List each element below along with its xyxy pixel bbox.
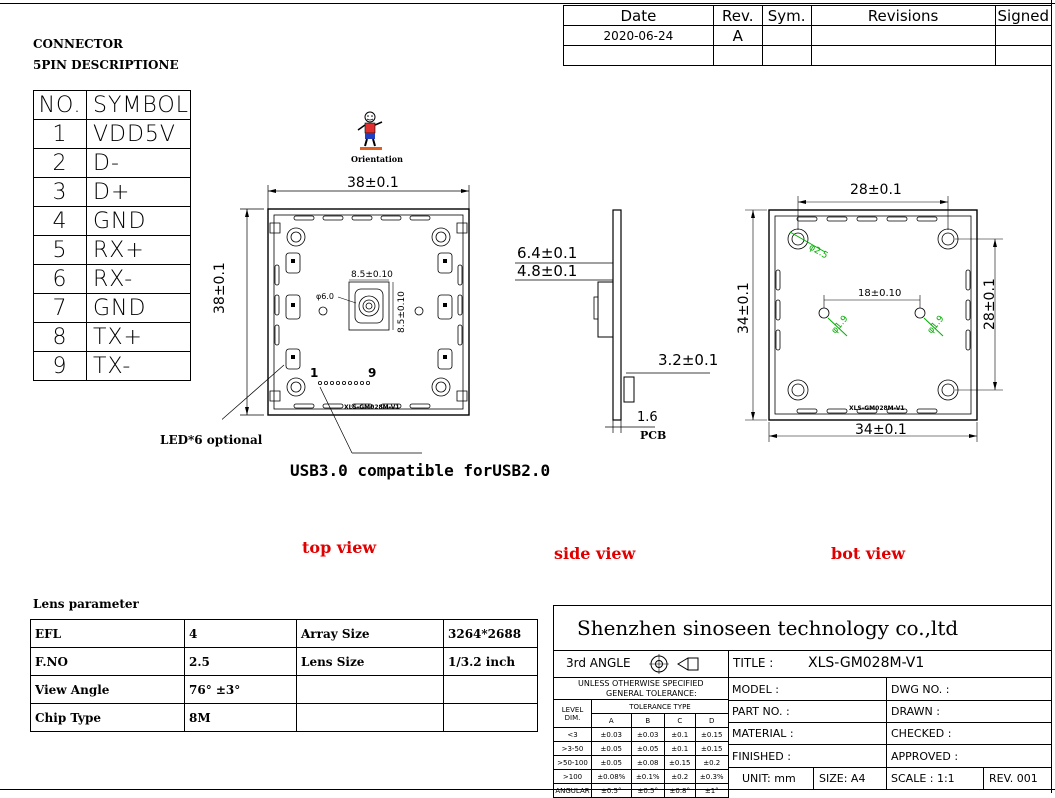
model-label: MODEL : [732, 683, 779, 696]
bot-hole-small-1: φ1.9 [829, 314, 851, 336]
lens-table [30, 619, 538, 732]
pin-row [34, 265, 191, 294]
pin-number: 9 [34, 352, 87, 381]
tol-cell: ±0.2 [695, 756, 729, 770]
tol-col: C [665, 714, 695, 728]
tb-bottom-divider [813, 767, 814, 790]
top-dim-width: 38±0.1 [347, 175, 399, 191]
lens-cell: Lens Size [297, 648, 444, 676]
tol-type: TOLERANCE TYPE [592, 700, 729, 714]
pin-symbol: TX+ [87, 323, 191, 352]
connector-title-line2: 5PIN DESCRIPTIONE [33, 58, 179, 72]
tol-level-text: LEVEL [561, 705, 584, 714]
top-view-label: top view [302, 538, 377, 557]
pin-number: 1 [34, 120, 87, 149]
top-board-label: XLS-GM028M-V1 [344, 404, 400, 411]
lens-cell [444, 704, 538, 732]
rev-letter: A [713, 26, 762, 46]
lens-cell: F.NO [31, 648, 185, 676]
rev-empty-cell [811, 46, 995, 66]
lens-cell: Array Size [297, 620, 444, 648]
pin-row [34, 294, 191, 323]
bot-dim-bottom: 34±0.1 [855, 422, 907, 438]
rev-header-revisions: Revisions [811, 6, 995, 26]
pin-symbol: D+ [87, 178, 191, 207]
lens-cell [297, 676, 444, 704]
pin-row [34, 178, 191, 207]
connector-title-line1: CONNECTOR [33, 37, 123, 51]
top-dim-lens-height: 8.5±0.10 [397, 291, 407, 333]
pin-row [34, 120, 191, 149]
lens-cell: 3264*2688 [444, 620, 538, 648]
tol-cell: ±0.1 [665, 742, 695, 756]
tb-row-divider [728, 767, 1052, 768]
rev-header-rev: Rev. [713, 6, 762, 26]
pin-number: 3 [34, 178, 87, 207]
side-dim-pcb: 1.6 [637, 410, 658, 425]
tol-cell: ±0.1 [665, 728, 695, 742]
side-pcb-label: PCB [640, 429, 667, 442]
top-pin-first: 1 [310, 366, 319, 380]
pin-table [33, 90, 191, 381]
tol-col: A [592, 714, 632, 728]
tol-cell: ±0.5° [631, 784, 664, 798]
tb-row-divider [728, 700, 1052, 701]
tol-cell: <3 [554, 728, 592, 742]
tol-cell: >3-50 [554, 742, 592, 756]
frame-top-line [0, 3, 1055, 4]
rev-header-signed: Signed [995, 6, 1051, 26]
pin-row [34, 323, 191, 352]
top-dim-height: 38±0.1 [212, 262, 228, 314]
pin-number: 6 [34, 265, 87, 294]
rev-empty-cell [564, 46, 714, 66]
tol-col: D [695, 714, 729, 728]
tol-row [554, 756, 729, 770]
tol-row [554, 770, 729, 784]
rev-empty-cell [713, 46, 762, 66]
tb-row-divider [728, 722, 1052, 723]
led-note: LED*6 optional [160, 433, 263, 447]
title-label: TITLE : [733, 656, 774, 670]
company-divider [553, 650, 1052, 651]
pin-row [34, 149, 191, 178]
tol-level [554, 700, 592, 728]
tol-header-2: GENERAL TOLERANCE: [606, 689, 697, 698]
tol-cell: ±0.15 [695, 728, 729, 742]
lens-cell: 8M [185, 704, 297, 732]
pin-symbol: RX- [87, 265, 191, 294]
side-dim-2: 4.8±0.1 [517, 262, 578, 280]
bot-board-label: XLS-GM028M-V1 [849, 405, 905, 412]
tol-col: B [631, 714, 664, 728]
lens-cell [297, 704, 444, 732]
tol-cell: ±0.05 [631, 742, 664, 756]
part-no-label: PART NO. : [732, 705, 790, 718]
third-angle-label: 3rd ANGLE [566, 656, 631, 670]
side-view-label: side view [554, 544, 636, 563]
lens-row [31, 620, 538, 648]
tol-cell: >100 [554, 770, 592, 784]
rev-signed [995, 26, 1051, 46]
bot-dim-center: 18±0.10 [858, 288, 902, 299]
pin-symbol: TX- [87, 352, 191, 381]
pin-row [34, 352, 191, 381]
finished-label: FINISHED : [732, 750, 791, 763]
tol-cell: ±0.15 [665, 756, 695, 770]
rev-desc [811, 26, 995, 46]
lens-title: Lens parameter [33, 597, 139, 611]
lens-cell: EFL [31, 620, 185, 648]
projection-symbol-icon [648, 654, 704, 674]
pin-header-no: NO. [34, 91, 87, 120]
unit-label: UNIT: mm [742, 772, 796, 785]
rev-label: REV. 001 [989, 772, 1038, 785]
pin-symbol: VDD5V [87, 120, 191, 149]
approved-label: APPROVED : [891, 750, 959, 763]
tol-cell: ±0.08% [592, 770, 632, 784]
lens-row [31, 648, 538, 676]
tb-bottom-divider [886, 767, 887, 790]
rev-sym [762, 26, 811, 46]
pin-symbol: GND [87, 207, 191, 236]
tol-cell: ±1° [695, 784, 729, 798]
pin-symbol: RX+ [87, 236, 191, 265]
bot-dim-left: 34±0.1 [736, 282, 752, 334]
tol-cell: ±0.05 [592, 742, 632, 756]
tol-cell: ±0.3% [695, 770, 729, 784]
tol-cell: ±0.15 [695, 742, 729, 756]
lens-cell: 4 [185, 620, 297, 648]
company-name: Shenzhen sinoseen technology co.,ltd [577, 616, 959, 640]
tol-cell: ±0.08 [631, 756, 664, 770]
tol-cell: ±0.1% [631, 770, 664, 784]
usb-note: USB3.0 compatible forUSB2.0 [290, 461, 551, 480]
tol-cell: ±0.5° [592, 784, 632, 798]
top-dim-lens-width: 8.5±0.10 [351, 270, 393, 280]
pin-header-symbol: SYMBOL [87, 91, 191, 120]
tol-cell: >50-100 [554, 756, 592, 770]
title-right-divider [728, 677, 1052, 678]
title-value: XLS-GM028M-V1 [808, 655, 925, 671]
bot-view-label: bot view [831, 544, 906, 563]
tol-dim-text: DIM. [564, 713, 581, 722]
dwg-no-label: DWG NO. : [891, 683, 950, 696]
tol-header-1: UNLESS OTHERWISE SPECIFIED [578, 679, 704, 688]
rev-empty-cell [762, 46, 811, 66]
lens-cell: 76° ±3° [185, 676, 297, 704]
pin-number: 4 [34, 207, 87, 236]
lens-cell: View Angle [31, 676, 185, 704]
tol-cell: ±0.03 [631, 728, 664, 742]
pin-row [34, 236, 191, 265]
connector-title [33, 34, 179, 76]
drawn-label: DRAWN : [891, 705, 940, 718]
pin-symbol: D- [87, 149, 191, 178]
tol-cell: ANGULAR [554, 784, 592, 798]
pin-number: 8 [34, 323, 87, 352]
tb-bottom-divider [983, 767, 984, 790]
angle-divider-h [553, 677, 728, 678]
lens-cell: 2.5 [185, 648, 297, 676]
checked-label: CHECKED : [891, 727, 952, 740]
pin-symbol: GND [87, 294, 191, 323]
top-dim-hole: φ6.0 [316, 292, 334, 301]
size-label: SIZE: A4 [819, 772, 866, 785]
orientation-mascot-icon [352, 110, 402, 156]
orientation-label: Orientation [351, 154, 403, 164]
lens-cell: 1/3.2 inch [444, 648, 538, 676]
revision-table [563, 5, 1052, 66]
material-label: MATERIAL : [732, 727, 794, 740]
lens-cell [444, 676, 538, 704]
bot-hole-small-2: φ1.9 [925, 314, 947, 336]
lens-row [31, 704, 538, 732]
tol-cell: ±0.05 [592, 756, 632, 770]
tol-cell: ±0.03 [592, 728, 632, 742]
pin-number: 2 [34, 149, 87, 178]
tol-row [554, 742, 729, 756]
rev-header-date: Date [564, 6, 714, 26]
side-dim-1: 6.4±0.1 [517, 244, 578, 262]
tol-cell: ±0.2 [665, 770, 695, 784]
tolerance-table [553, 699, 729, 798]
top-pin-last: 9 [368, 366, 377, 380]
rev-date: 2020-06-24 [564, 26, 714, 46]
rev-header-sym: Sym. [762, 6, 811, 26]
tol-cell: ±0.8° [665, 784, 695, 798]
bot-hole-large: φ2.5 [806, 242, 830, 262]
pin-number: 5 [34, 236, 87, 265]
top-view-drawing [222, 175, 552, 485]
side-view-drawing [510, 205, 730, 445]
tol-row [554, 784, 729, 798]
bot-dim-right: 28±0.1 [982, 278, 998, 330]
pin-row [34, 207, 191, 236]
scale-label: SCALE : 1:1 [891, 772, 955, 785]
rev-empty-cell [995, 46, 1051, 66]
lens-cell: Chip Type [31, 704, 185, 732]
pin-number: 7 [34, 294, 87, 323]
bot-dim-top: 28±0.1 [850, 182, 902, 198]
tol-row [554, 728, 729, 742]
lens-row [31, 676, 538, 704]
tb-row-divider [728, 744, 1052, 745]
side-dim-3: 3.2±0.1 [658, 351, 719, 369]
